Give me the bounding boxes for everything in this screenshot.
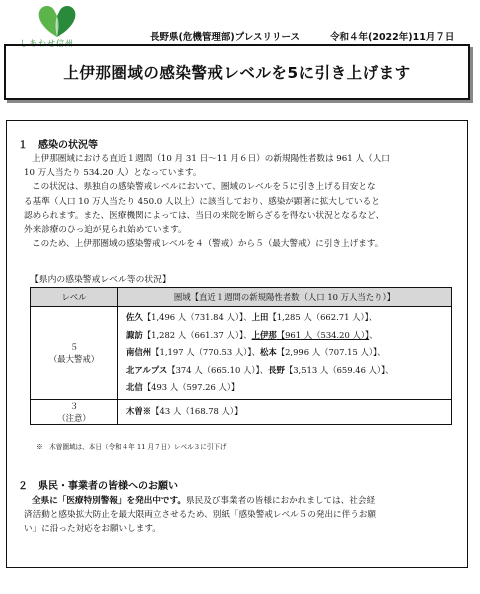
press-release-org: 長野県(危機管理部)プレスリリース [150, 32, 301, 43]
area-line [126, 344, 451, 362]
level-number: ３ [69, 400, 79, 411]
press-release-date: 令和４年(2022年)11月７日 [330, 32, 455, 43]
shiawase-shinshu-heart-logo [35, 3, 79, 39]
area-count: 【1,197 人（770.53 人）】、 [151, 347, 260, 358]
section1-body [24, 152, 390, 251]
paragraph-line: る基準（人口 10 万人当たり 450.0 人以上）に該当しており、感染が顕著に拡大していると [24, 196, 380, 207]
paragraph-line: 上伊那圏域における直近１週間（10 月 31 日～11 月６日）の新規陽性者数は 961 人（人口 [32, 154, 390, 164]
area-count: 【1,285 人（662.71 人）】、 [268, 312, 378, 322]
table-caption: 【県内の感染警戒レベル等の状況】 [30, 275, 171, 285]
paragraph-line: 認められます。また、医療機関によっては、当日の来院を断らざるを得ない状況となるなど、 [24, 210, 385, 221]
level-number: ５ [69, 341, 79, 352]
paragraph-line: 済活動と感染拡大防止を最大限両立させるため、別紙「感染警戒レベル５の発出に伴うお願 [24, 510, 377, 521]
area-entry [126, 312, 252, 322]
area-count: 【43 人（168.78 人）】 [151, 406, 243, 417]
paragraph-line: 10 万人当たり 534.20 人）となっています。 [24, 168, 202, 179]
area-cell [118, 307, 452, 400]
paragraph-text: 県民及び事業者の皆様におかれましては、社会経 [186, 496, 376, 506]
area-line [126, 327, 451, 345]
area-entry [126, 330, 252, 340]
area-entry [126, 347, 260, 357]
paragraph-line: 外来診療のひっ迫が見られ始めています。 [24, 225, 187, 236]
area-count: 【3,513 人（659.46 人）】、 [284, 364, 394, 375]
area-count: 【1,282 人（661.37 人）】、 [142, 329, 252, 340]
table-header-row [31, 288, 452, 307]
area-name: 北信 [126, 382, 143, 393]
table-row [31, 307, 452, 400]
area-entry [252, 312, 378, 322]
alert-level-table [30, 287, 452, 425]
section2-heading: ２ 県民・事業者の皆様へのお願い [18, 481, 178, 492]
page-title: 上伊那圏域の感染警戒レベルを5に引き上げます [63, 64, 411, 82]
area-name: 上田 [251, 312, 269, 322]
area-count: 、 [369, 329, 378, 340]
area-entry [260, 347, 386, 357]
level-cell [31, 399, 118, 424]
area-name: 松本 [259, 347, 277, 358]
paragraph-line [24, 494, 376, 508]
area-line [126, 362, 451, 380]
paragraph-line: このため、上伊那圏域の感染警戒レベルを４（警戒）から５（最大警戒）に引き上げます。 [32, 239, 384, 250]
title-box [4, 44, 470, 100]
area-name: 木曽※ [126, 406, 152, 417]
level-label: （最大警戒） [48, 353, 100, 364]
area-count: 【1,496 人（731.84 人）】、 [142, 312, 252, 322]
alert-notice-bold: 全県に「医療特別警報」を発出中です。 [32, 496, 187, 506]
area-line [126, 403, 451, 421]
area-name: 北アルプス [126, 364, 168, 375]
area-entry [252, 330, 370, 340]
area-entry [369, 330, 377, 340]
area-line [126, 309, 451, 327]
header-level: レベル [31, 288, 118, 307]
area-name: 佐久 [126, 312, 143, 322]
area-name: 上伊那 [251, 329, 277, 340]
area-name: 諏訪 [126, 329, 143, 340]
area-line [126, 379, 451, 397]
area-entry [126, 365, 268, 375]
section1-heading: １ 感染の状況等 [18, 140, 98, 151]
area-name: 南信州 [126, 347, 152, 358]
area-entry [126, 382, 239, 392]
area-count: 【961 人（534.20 人）】 [276, 329, 370, 340]
area-entry [268, 365, 394, 375]
paragraph-line: この状況は、県独自の感染警戒レベルにおいて、圏域のレベルを５に引き上げる目安とな [32, 182, 376, 193]
area-name: 長野 [268, 364, 285, 375]
area-count: 【2,996 人（707.15 人）】、 [276, 347, 386, 358]
area-count: 【374 人（665.10 人）】、 [167, 364, 269, 375]
header-area: 圏域【直近１週間の新規陽性者数（人口 10 万人当たり）】 [118, 288, 452, 307]
level-label: （注意） [57, 412, 91, 423]
area-count: 【493 人（597.26 人）】 [142, 382, 240, 393]
table-row [31, 399, 452, 424]
logo-caption: しあわせ信州 [20, 39, 74, 48]
level-cell [31, 307, 118, 400]
paragraph-line: い」に沿った対応をお願いします。 [24, 524, 161, 535]
area-cell [118, 399, 452, 424]
area-entry [126, 406, 242, 416]
table-note: ※ 木曽圏域は、本日（令和４年 11 月７日）レベル３に引下げ [36, 443, 227, 451]
section2-body [24, 494, 376, 537]
